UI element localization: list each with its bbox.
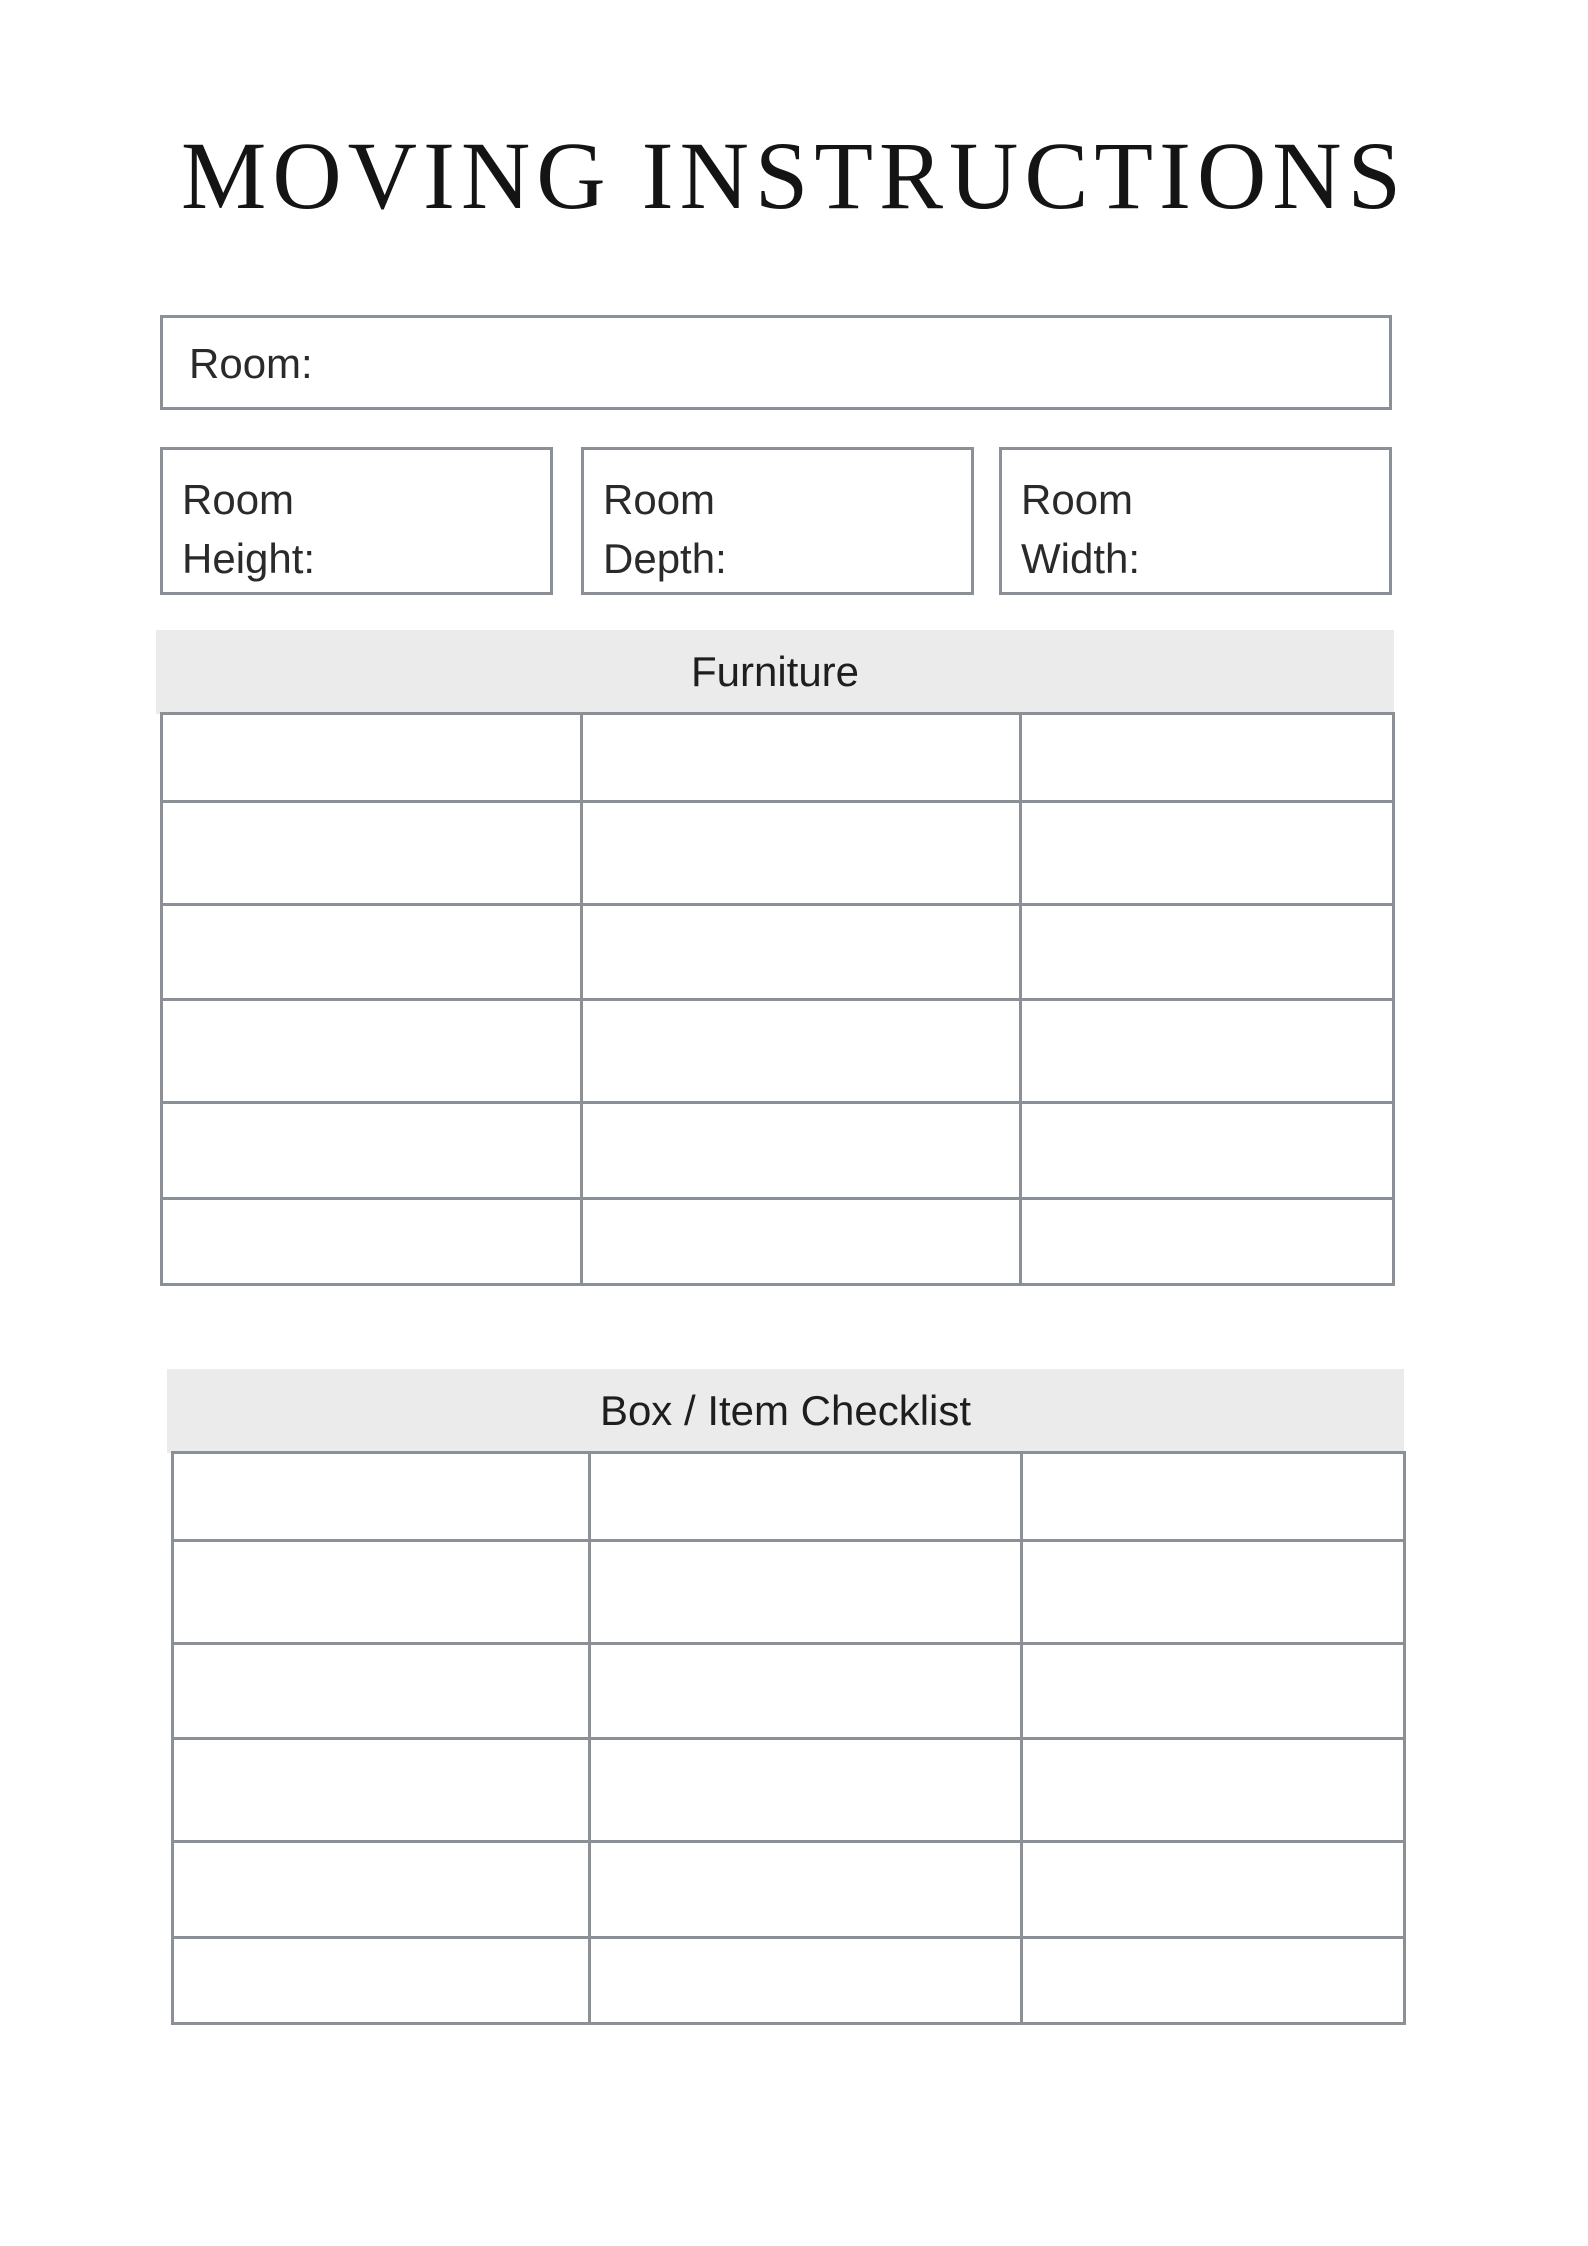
checklist-row <box>173 1453 1405 1541</box>
furniture-header: Furniture <box>156 630 1394 714</box>
checklist-cell[interactable] <box>173 1541 590 1644</box>
furniture-table <box>160 712 1395 1286</box>
furniture-cell[interactable] <box>162 1199 582 1285</box>
furniture-cell[interactable] <box>1021 1103 1394 1199</box>
room-height-field[interactable] <box>160 447 553 595</box>
checklist-cell[interactable] <box>590 1739 1022 1842</box>
checklist-cell[interactable] <box>590 1938 1022 2024</box>
furniture-cell[interactable] <box>162 905 582 1000</box>
checklist-row <box>173 1938 1405 2024</box>
furniture-cell[interactable] <box>582 802 1021 905</box>
checklist-cell[interactable] <box>590 1453 1022 1541</box>
furniture-row <box>162 1199 1394 1285</box>
checklist-cell[interactable] <box>1022 1453 1405 1541</box>
room-label: Room: <box>189 340 313 387</box>
checklist-cell[interactable] <box>173 1739 590 1842</box>
furniture-cell[interactable] <box>582 1000 1021 1103</box>
checklist-row <box>173 1644 1405 1739</box>
checklist-cell[interactable] <box>1022 1739 1405 1842</box>
checklist-row <box>173 1739 1405 1842</box>
checklist-cell[interactable] <box>590 1644 1022 1739</box>
furniture-cell[interactable] <box>582 714 1021 802</box>
checklist-cell[interactable] <box>590 1541 1022 1644</box>
furniture-row <box>162 714 1394 802</box>
checklist-cell[interactable] <box>1022 1541 1405 1644</box>
checklist-table <box>171 1451 1406 2025</box>
furniture-cell[interactable] <box>582 905 1021 1000</box>
furniture-cell[interactable] <box>582 1199 1021 1285</box>
furniture-cell[interactable] <box>582 1103 1021 1199</box>
checklist-cell[interactable] <box>173 1453 590 1541</box>
checklist-cell[interactable] <box>173 1842 590 1938</box>
furniture-cell[interactable] <box>1021 802 1394 905</box>
furniture-row <box>162 1000 1394 1103</box>
checklist-cell[interactable] <box>1022 1644 1405 1739</box>
furniture-cell[interactable] <box>162 1103 582 1199</box>
room-width-label: Room Width: <box>1021 476 1141 582</box>
furniture-cell[interactable] <box>1021 1000 1394 1103</box>
checklist-header: Box / Item Checklist <box>167 1369 1404 1453</box>
furniture-cell[interactable] <box>1021 714 1394 802</box>
checklist-cell[interactable] <box>173 1644 590 1739</box>
room-depth-label: Room Depth: <box>603 476 727 582</box>
furniture-cell[interactable] <box>1021 1199 1394 1285</box>
checklist-row <box>173 1842 1405 1938</box>
checklist-cell[interactable] <box>590 1842 1022 1938</box>
furniture-cell[interactable] <box>162 802 582 905</box>
furniture-cell[interactable] <box>1021 905 1394 1000</box>
page-title: MOVING INSTRUCTIONS <box>180 122 1407 229</box>
checklist-cell[interactable] <box>1022 1938 1405 2024</box>
room-field[interactable] <box>160 315 1392 410</box>
furniture-row <box>162 1103 1394 1199</box>
furniture-cell[interactable] <box>162 714 582 802</box>
checklist-cell[interactable] <box>173 1938 590 2024</box>
checklist-cell[interactable] <box>1022 1842 1405 1938</box>
furniture-row <box>162 802 1394 905</box>
room-width-field[interactable] <box>999 447 1392 595</box>
checklist-row <box>173 1541 1405 1644</box>
room-depth-field[interactable] <box>581 447 974 595</box>
furniture-row <box>162 905 1394 1000</box>
furniture-cell[interactable] <box>162 1000 582 1103</box>
room-height-label: Room Height: <box>182 476 316 582</box>
